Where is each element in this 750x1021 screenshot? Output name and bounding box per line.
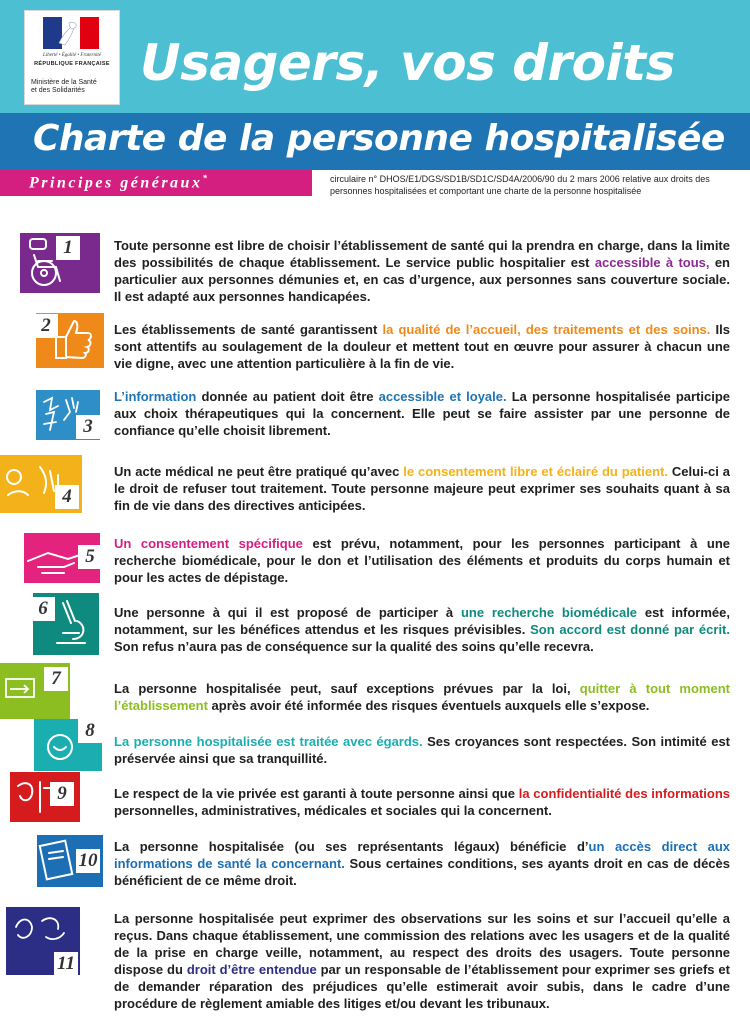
principle-number-8: 8 [78,719,102,743]
republic-motto: Liberté • Égalité • Fraternité [43,53,101,58]
principle-text-segment: est prévu, notamment, pour les personnes participant à une recherche biomédicale, pour le don et l’utilisation des éléments et produits du corps humain et pour les actes de dépistage. [114,536,730,585]
footnote-star: * [202,173,207,183]
principle-highlight: accessible à tous, [594,255,710,270]
principle-text-segment: Son refus n’aura pas de conséquence sur la qualité des soins qu’elle recevra. [114,639,594,654]
section-label-text: Principes généraux [29,174,203,192]
principle-number-6: 6 [31,597,55,621]
principle-highlight: La personne hospitalisée est traitée avec égards. [114,734,423,749]
principle-highlight: quitter à tout moment l’établissement [114,681,730,713]
principle-text-segment: Ses croyances sont respectées. Son intimité est préservée ainsi que sa tranquillité. [114,734,730,766]
principle-text-segment: Toute personne est libre de choisir l’établissement de santé qui la prendra en charge, dans la limite des possibilités de chaque établissement. Le service public hospitalier est [114,238,730,270]
principle-highlight: une recherche biomédicale [460,605,638,620]
principle-highlight: Un consentement spécifique [114,536,303,551]
principle-text-segment: après avoir été informée des risques éventuels auxquels elle s’expose. [207,698,650,713]
principle-text-segment: La personne hospitalisée (ou ses représentants légaux) bénéficie d’ [114,839,589,854]
principle-7-text [114,680,730,714]
page-subtitle: Charte de la personne hospitalisée [33,118,725,159]
principle-highlight: Son accord est donné par écrit. [530,622,731,637]
principle-8-text [114,733,730,767]
principle-4-text [114,463,730,514]
marianne-flag-icon [43,17,99,49]
principle-text-segment: personnelles, administratives, médicales et sociales qui la concernent. [114,803,552,818]
principle-text-segment: Un acte médical ne peut être pratiqué qu’avec [114,464,404,479]
principle-text-segment: La personne hospitalisée participe aux choix thérapeutiques qui la concernent. Elle peut se faire assister par une personne de confiance qu’elle choisit librement. [114,389,730,438]
republic-name: RÉPUBLIQUE FRANÇAISE [34,61,110,67]
principle-text-segment: La personne hospitalisée peut exprimer des observations sur les soins et sur l’accueil qu’elle a reçus. Dans chaque établissement, une commission des relations avec les usagers et de la qualité de la prise en charge veille, notamment, au respect des droits des usagers. Toute personne dispose du [114,911,730,977]
principle-text-segment: par un responsable de l’établissement pour exprimer ses griefs et de demander réparation des préjudices qu’elle estimerait avoir subis, dans le cadre d’une procédure de règlement amiable des litiges et/ou devant les tribunaux. [114,962,730,1011]
ministry-name [31,79,119,95]
principle-number-2: 2 [34,314,58,338]
principle-11-text [114,910,730,1012]
principle-number-9: 9 [50,782,74,806]
principle-text-segment: Ils sont attentifs au soulagement de la douleur et mettent tout en œuvre pour assurer à chacun une vie digne, avec une attention particulière à la fin de vie. [114,322,730,371]
principle-text-segment: en particulier aux personnes démunies et, en cas d’urgence, aux personnes sans couverture sociale. Il est adapté aux personnes handicapées. [114,255,730,304]
principle-text-segment: Le respect de la vie privée est garanti à toute personne ainsi que [114,786,519,801]
principle-highlight: un accès direct aux informations de santé la concernant. [114,839,730,871]
principle-number-5: 5 [78,545,102,569]
principle-number-11: 11 [54,952,78,976]
principle-3-text [114,388,730,439]
ministry-line-2: et des Solidarités [31,87,85,94]
page-title: Usagers, vos droits [140,34,675,92]
principle-text-segment: est informée, notamment, sur les bénéfices attendus et les risques prévisibles. [114,605,730,637]
principle-highlight: droit d’être entendue [186,962,317,977]
principle-6-text [114,604,730,655]
section-label [29,173,207,192]
principle-highlight: le consentement libre et éclairé du patient. [403,464,668,479]
principle-text-segment: Sous certaines conditions, ses ayants droit en cas de décès bénéficient de ce même droit. [114,856,730,888]
principle-number-10: 10 [76,849,100,873]
principle-9-text [114,785,730,819]
principle-number-4: 4 [55,485,79,509]
principle-text-segment: donnée au patient doit être [196,389,379,404]
principle-1-text [114,237,730,305]
principle-highlight: la qualité de l’accueil, des traitements et des soins. [382,322,711,337]
principle-5-text [114,535,730,586]
principle-text-segment: La personne hospitalisée peut, sauf exceptions prévues par la loi, [114,681,580,696]
principle-10-text [114,838,730,889]
circular-reference: circulaire n° DHOS/E1/DGS/SD1B/SD1C/SD4A/2006/90 du 2 mars 2006 relative aux droits des personnes hospitalisées et comportant une charte de la personne hospitalisée [330,174,710,196]
principle-text-segment: Celui-ci a le droit de refuser tout traitement. Toute personne majeure peut exprimer ses souhaits quant à sa fin de vie dans des directives anticipées. [114,464,730,513]
principle-highlight: la confidentialité des informations [518,786,731,801]
principle-highlight: L’information [114,389,197,404]
principle-number-3: 3 [76,415,100,439]
principle-number-1: 1 [56,236,80,260]
principle-highlight: accessible et loyale. [378,389,507,404]
principle-2-text [114,321,730,372]
republic-logo [24,10,120,105]
principle-text-segment: Les établissements de santé garantissent [114,322,383,337]
principle-text-segment: Une personne à qui il est proposé de participer à [114,605,461,620]
principle-number-7: 7 [44,667,68,691]
ministry-line-1: Ministère de la Santé [31,79,97,86]
